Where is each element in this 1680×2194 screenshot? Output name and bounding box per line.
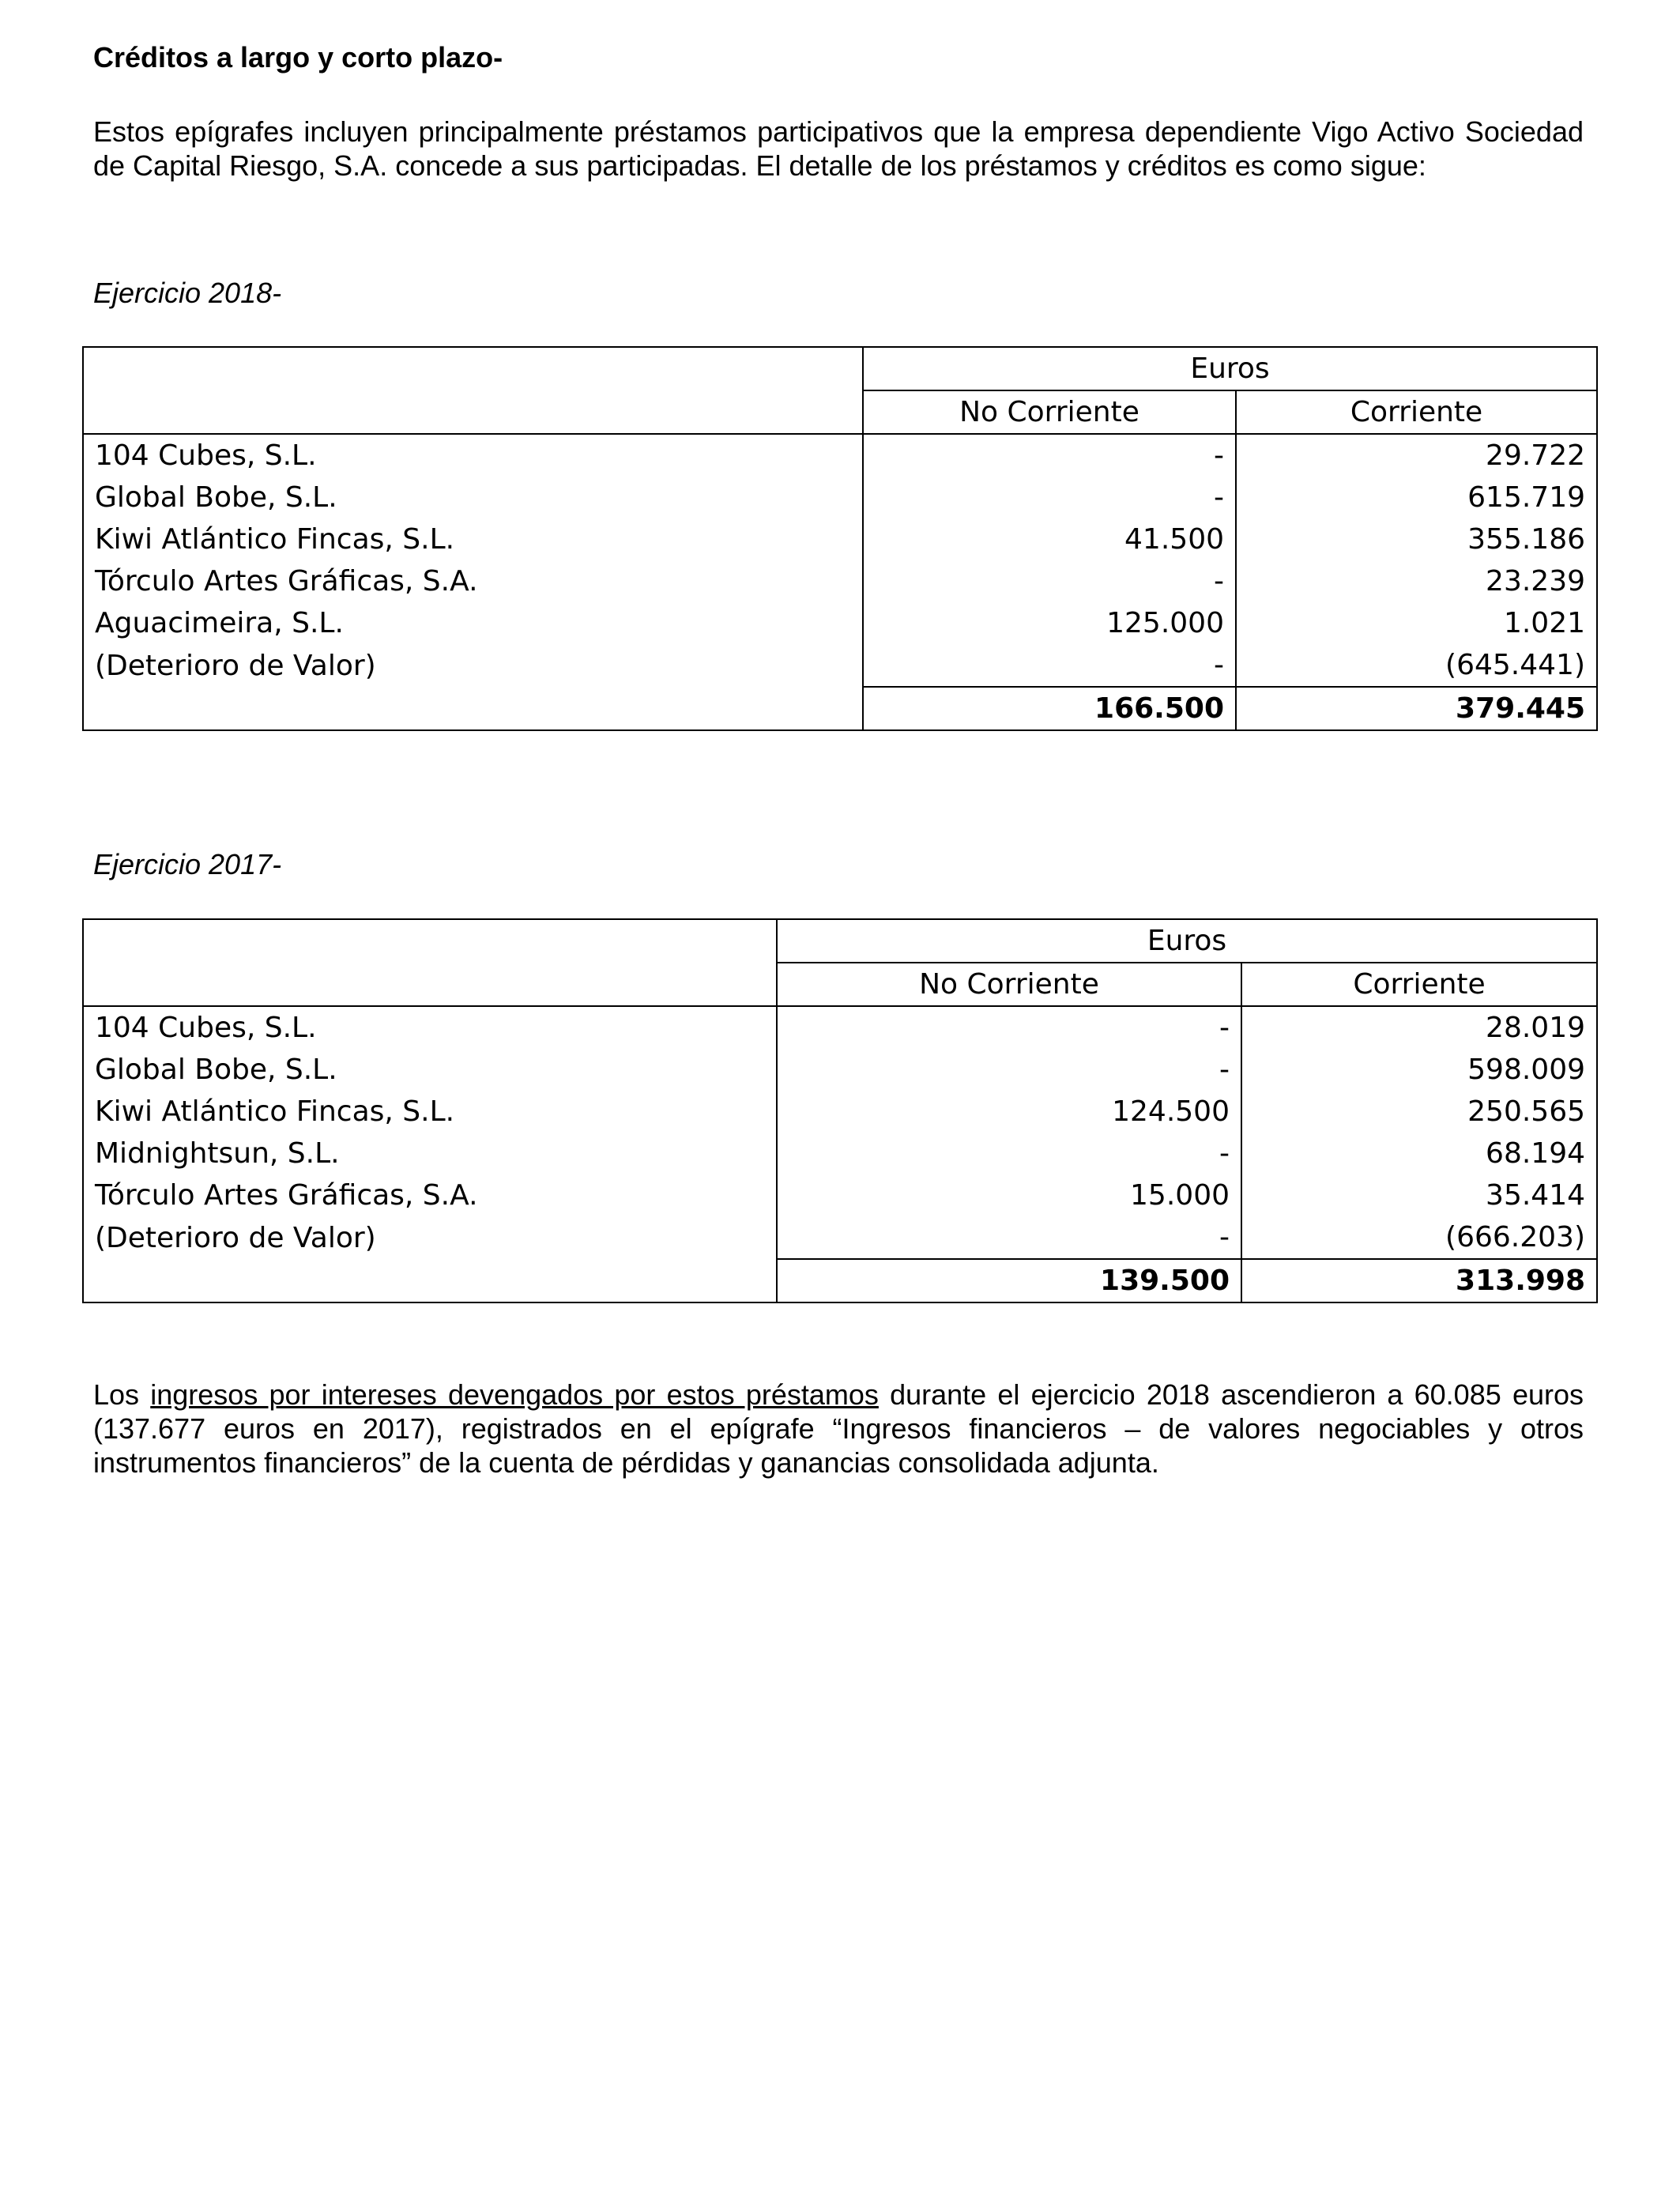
row-no-corriente: - xyxy=(777,1006,1241,1049)
table-row xyxy=(83,1174,1597,1216)
row-name: Global Bobe, S.L. xyxy=(83,477,863,518)
row-corriente: 355.186 xyxy=(1236,518,1597,560)
row-no-corriente: - xyxy=(863,434,1236,477)
table-row xyxy=(83,1049,1597,1091)
row-name: 104 Cubes, S.L. xyxy=(83,434,863,477)
row-no-corriente: 124.500 xyxy=(777,1091,1241,1133)
table-row xyxy=(83,1091,1597,1133)
section-heading: Créditos a largo y corto plazo- xyxy=(93,41,503,74)
table-row xyxy=(83,518,1597,560)
row-no-corriente: 15.000 xyxy=(777,1174,1241,1216)
col-header-no-corriente: No Corriente xyxy=(863,390,1236,434)
closing-rest: durante el ejercicio 2018 ascendieron a 60.085 euros (137.677 euros en 2017), registrados en el epígrafe “Ingresos financieros – de valores negociables y otros instrumentos financieros” de la cuenta de pérdidas y ganancias consolidada adjunta. xyxy=(93,1378,1584,1479)
table-header-row xyxy=(83,390,1597,434)
table-row xyxy=(83,602,1597,644)
closing-lead: Los xyxy=(93,1378,151,1411)
total-blank-cell xyxy=(83,687,863,730)
row-no-corriente: 41.500 xyxy=(863,518,1236,560)
header-blank-cell xyxy=(83,390,863,434)
row-no-corriente: - xyxy=(777,1049,1241,1091)
header-blank-cell xyxy=(83,963,777,1006)
table-row xyxy=(83,560,1597,602)
intro-paragraph: Estos epígrafes incluyen principalmente préstamos participativos que la empresa dependiente Vigo Activo Sociedad de Capital Riesgo, S.A. concede a sus participadas. El detalle de los préstamos y créditos es como sigue: xyxy=(93,115,1584,182)
table-row xyxy=(83,434,1597,477)
year-label-2017: Ejercicio 2017- xyxy=(93,848,282,880)
row-name: Tórculo Artes Gráficas, S.A. xyxy=(83,560,863,602)
table-row xyxy=(83,644,1597,687)
table-row xyxy=(83,1216,1597,1259)
currency-header: Euros xyxy=(777,919,1597,963)
total-corriente: 379.445 xyxy=(1236,687,1597,730)
table-header-row xyxy=(83,919,1597,963)
total-corriente: 313.998 xyxy=(1241,1259,1597,1302)
row-corriente: (666.203) xyxy=(1241,1216,1597,1259)
total-no-corriente: 139.500 xyxy=(777,1259,1241,1302)
col-header-corriente: Corriente xyxy=(1241,963,1597,1006)
row-no-corriente: - xyxy=(777,1133,1241,1174)
table-row xyxy=(83,1006,1597,1049)
row-name: Global Bobe, S.L. xyxy=(83,1049,777,1091)
row-name: Aguacimeira, S.L. xyxy=(83,602,863,644)
closing-paragraph xyxy=(93,1378,1584,1480)
row-corriente: (645.441) xyxy=(1236,644,1597,687)
table-row xyxy=(83,1133,1597,1174)
row-corriente: 1.021 xyxy=(1236,602,1597,644)
row-corriente: 28.019 xyxy=(1241,1006,1597,1049)
total-no-corriente: 166.500 xyxy=(863,687,1236,730)
row-no-corriente: - xyxy=(863,477,1236,518)
header-blank-cell xyxy=(83,347,863,390)
total-row xyxy=(83,1259,1597,1302)
table-row xyxy=(83,477,1597,518)
row-no-corriente: - xyxy=(777,1216,1241,1259)
row-no-corriente: - xyxy=(863,644,1236,687)
row-name: Kiwi Atlántico Fincas, S.L. xyxy=(83,518,863,560)
row-no-corriente: 125.000 xyxy=(863,602,1236,644)
row-name: Midnightsun, S.L. xyxy=(83,1133,777,1174)
row-name: 104 Cubes, S.L. xyxy=(83,1006,777,1049)
row-no-corriente: - xyxy=(863,560,1236,602)
loans-table-2018 xyxy=(82,346,1598,731)
loans-table-2017 xyxy=(82,918,1598,1303)
total-row xyxy=(83,687,1597,730)
table-header-row xyxy=(83,347,1597,390)
col-header-no-corriente: No Corriente xyxy=(777,963,1241,1006)
closing-underlined: ingresos por intereses devengados por estos préstamos xyxy=(150,1378,879,1411)
row-name: (Deterioro de Valor) xyxy=(83,1216,777,1259)
year-label-2018: Ejercicio 2018- xyxy=(93,277,282,309)
header-blank-cell xyxy=(83,919,777,963)
col-header-corriente: Corriente xyxy=(1236,390,1597,434)
row-name: Tórculo Artes Gráficas, S.A. xyxy=(83,1174,777,1216)
row-corriente: 250.565 xyxy=(1241,1091,1597,1133)
row-corriente: 615.719 xyxy=(1236,477,1597,518)
row-name: Kiwi Atlántico Fincas, S.L. xyxy=(83,1091,777,1133)
row-corriente: 68.194 xyxy=(1241,1133,1597,1174)
table-header-row xyxy=(83,963,1597,1006)
row-corriente: 29.722 xyxy=(1236,434,1597,477)
total-blank-cell xyxy=(83,1259,777,1302)
row-corriente: 35.414 xyxy=(1241,1174,1597,1216)
row-corriente: 598.009 xyxy=(1241,1049,1597,1091)
row-name: (Deterioro de Valor) xyxy=(83,644,863,687)
row-corriente: 23.239 xyxy=(1236,560,1597,602)
currency-header: Euros xyxy=(863,347,1597,390)
